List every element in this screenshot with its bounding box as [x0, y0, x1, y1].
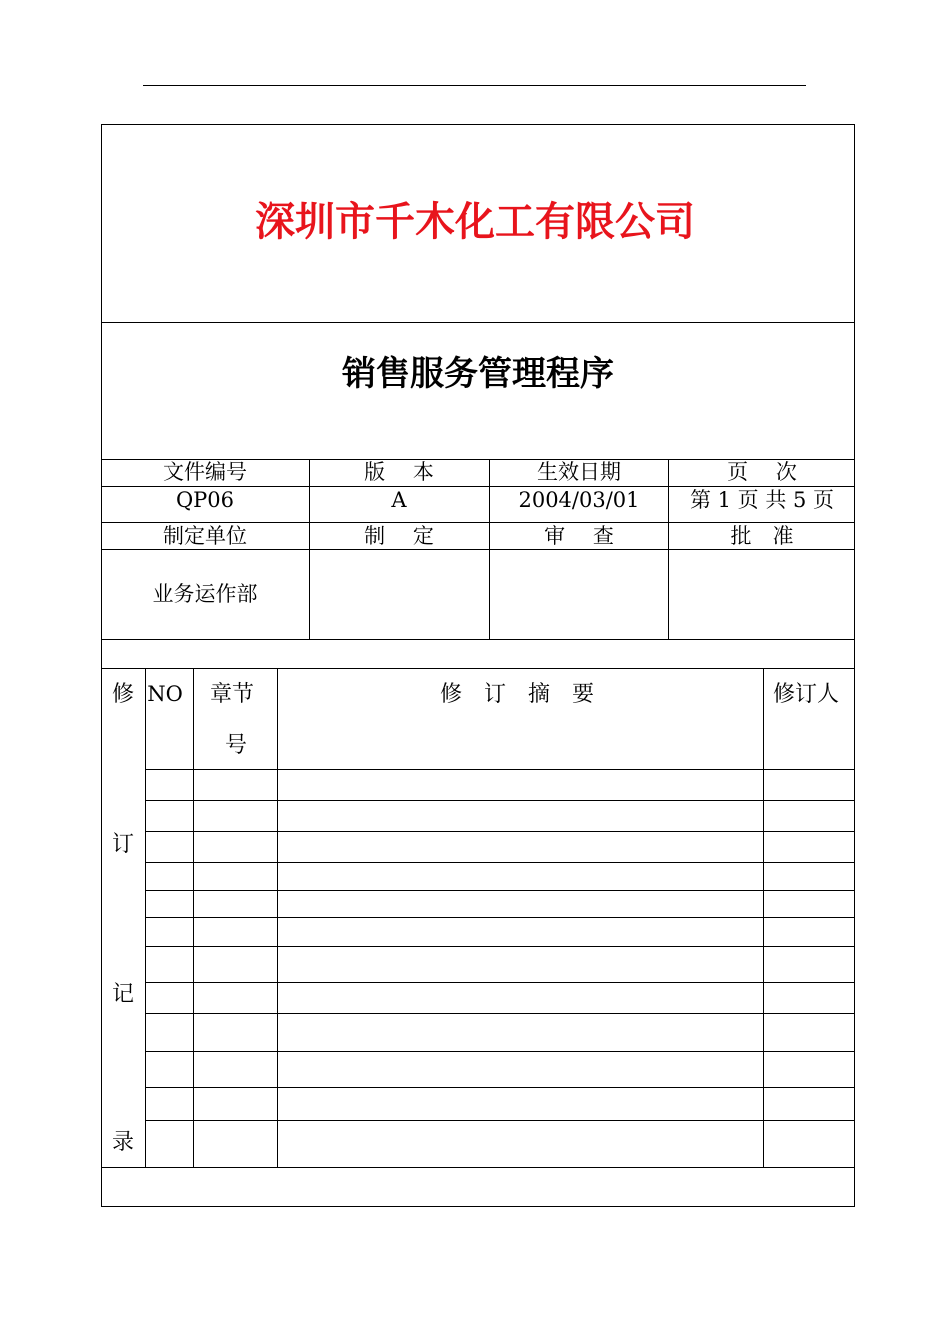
revision-row-line	[145, 982, 855, 983]
header-rule	[143, 85, 806, 86]
revision-col-section-line2: 号	[224, 733, 248, 758]
revision-row-line	[145, 769, 855, 770]
header-reviewed-by: 审 查	[544, 524, 614, 548]
row-divider	[101, 639, 855, 640]
revision-side-label-4: 录	[111, 1130, 135, 1155]
version-value: A	[391, 488, 407, 512]
row-divider	[101, 668, 855, 669]
revision-side-label-2: 订	[111, 832, 135, 857]
revision-col-section-line1: 章节	[209, 682, 255, 707]
revision-side-label-3: 记	[111, 982, 135, 1007]
revision-row-line	[145, 800, 855, 801]
col-divider	[763, 668, 764, 1167]
doc-number-value: QP06	[175, 488, 235, 512]
document-title: 销售服务管理程序	[342, 354, 614, 394]
header-page: 页 次	[727, 460, 797, 484]
row-divider	[101, 549, 855, 550]
revision-col-no: NO	[147, 682, 183, 706]
page-value: 第 1 页 共 5 页	[689, 488, 835, 512]
header-version: 版 本	[364, 460, 434, 484]
col-divider	[668, 459, 669, 639]
revision-row-line	[145, 1013, 855, 1014]
revision-row-line	[145, 890, 855, 891]
header-effective-date: 生效日期	[537, 460, 621, 484]
revision-row-line	[145, 946, 855, 947]
header-doc-number: 文件编号	[163, 460, 247, 484]
revision-col-reviser: 修订人	[772, 682, 840, 707]
revision-row-line	[145, 1087, 855, 1088]
col-divider	[489, 459, 490, 639]
header-issuing-unit: 制定单位	[163, 524, 247, 548]
row-divider	[101, 322, 855, 323]
row-divider	[101, 522, 855, 523]
col-divider	[277, 668, 278, 1167]
revision-row-line	[145, 1120, 855, 1121]
effective-date-value: 2004/03/01	[518, 488, 640, 512]
col-divider	[309, 459, 310, 639]
row-divider	[101, 486, 855, 487]
col-divider	[193, 668, 194, 1167]
col-divider	[145, 668, 146, 1167]
header-approved-by: 批 准	[730, 524, 794, 548]
row-divider	[101, 1167, 855, 1168]
company-name: 深圳市千木化工有限公司	[255, 199, 695, 245]
header-prepared-by: 制 定	[364, 524, 434, 548]
issuing-unit-value: 业务运作部	[152, 582, 258, 606]
revision-row-line	[145, 917, 855, 918]
revision-row-line	[145, 862, 855, 863]
document-cover-table	[101, 124, 855, 1207]
revision-row-line	[145, 831, 855, 832]
revision-row-line	[145, 1051, 855, 1052]
revision-col-summary: 修 订 摘 要	[439, 682, 595, 707]
revision-side-label-1: 修	[111, 682, 135, 707]
